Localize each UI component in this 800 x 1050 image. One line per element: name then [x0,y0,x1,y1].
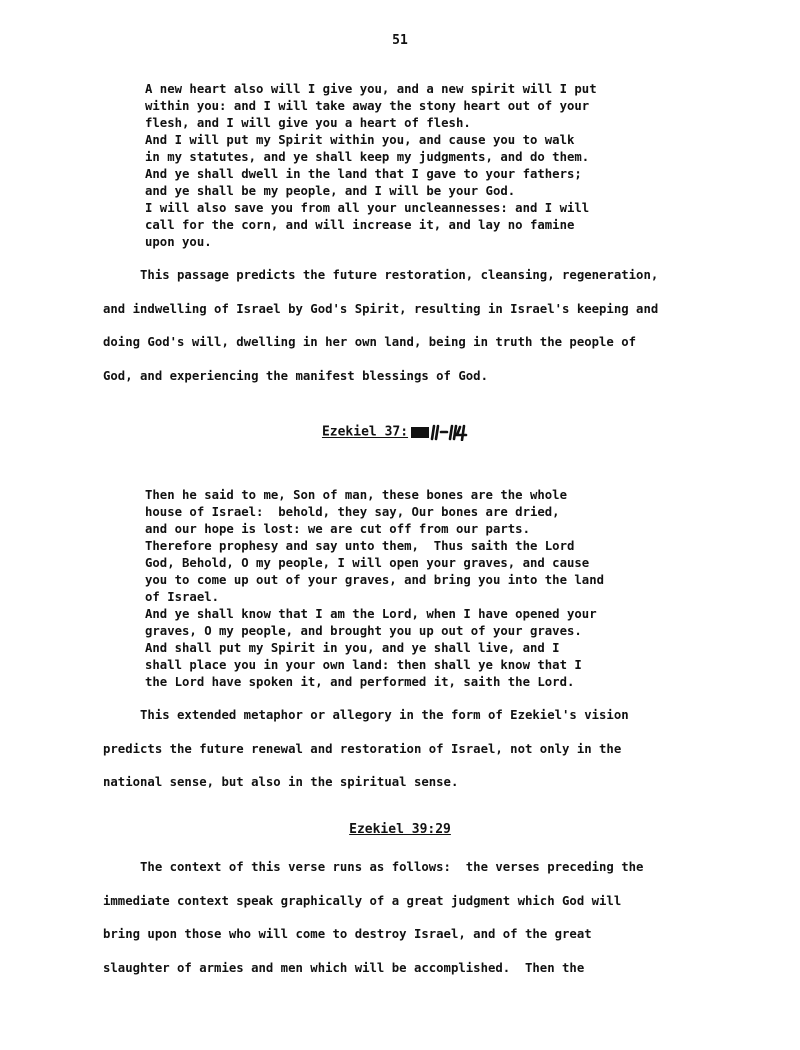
quote-line: in my statutes, and ye shall keep my judgments, and do them. [145,150,590,164]
paragraph-line: immediate context speak graphically of a great judgment which God will [103,893,622,908]
quote-line: within you: and I will take away the stony heart out of your [145,99,590,113]
heading-text: Ezekiel 37: [321,424,409,440]
quote-line: And ye shall know that I am the Lord, when I have opened your [145,607,597,621]
block-quote-ezekiel-36 [145,81,705,251]
paragraph-line: This extended metaphor or allegory in the form of Ezekiel's vision [103,708,629,722]
quote-line: house of Israel: behold, they say, Our bones are dried, [145,505,560,519]
commentary-paragraph-3 [103,860,743,994]
paragraph-line: predicts the future renewal and restoration of Israel, not only in the [103,741,622,756]
quote-line: of Israel. [145,590,220,604]
quote-line: Then he said to me, Son of man, these bones are the whole [145,488,567,502]
heading-text: Ezekiel 39:29 [349,822,451,837]
quote-line: flesh, and I will give you a heart of flesh. [145,116,471,130]
quote-line: God, Behold, O my people, I will open your graves, and cause [145,556,590,570]
quote-line: and our hope is lost: we are cut off from our parts. [145,522,530,536]
handwritten-verse-annotation [410,423,478,441]
quote-line: A new heart also will I give you, and a new spirit will I put [145,82,597,96]
quote-line: and ye shall be my people, and I will be your God. [145,184,516,198]
quote-line: And I will put my Spirit within you, and cause you to walk [145,133,575,147]
paragraph-line: slaughter of armies and men which will be accomplished. Then the [103,960,585,975]
quote-line: Therefore prophesy and say unto them, Thus saith the Lord [145,539,575,553]
quote-line: you to come up out of your graves, and bring you into the land [145,573,605,587]
paragraph-line: The context of this verse runs as follows: the verses preceding the [103,860,644,874]
paragraph-line: bring upon those who will come to destroy Israel, and of the great [103,927,592,941]
paragraph-line: national sense, but also in the spiritual sense. [103,775,459,789]
paragraph-line: God, and experiencing the manifest blessings of God. [103,368,488,383]
quote-line: And ye shall dwell in the land that I gave to your fathers; [145,167,582,181]
section-heading-ezekiel-37 [0,423,800,441]
commentary-paragraph-2 [103,708,743,809]
quote-line: And shall put my Spirit in you, and ye shall live, and I [145,641,560,655]
section-heading-ezekiel-39 [0,822,800,837]
quote-line: shall place you in your own land: then shall ye know that I [145,658,582,672]
quote-line: graves, O my people, and brought you up out of your graves. [145,624,582,638]
paragraph-line: and indwelling of Israel by God's Spirit, resulting in Israel's keeping and [103,301,659,316]
commentary-paragraph-1 [103,268,743,402]
block-quote-ezekiel-37 [145,487,705,691]
paragraph-line: doing God's will, dwelling in her own land, being in truth the people of [103,335,637,349]
page-number: 51 [392,33,408,48]
quote-line: upon you. [145,235,212,249]
quote-line: call for the corn, and will increase it, and lay no famine [145,218,575,232]
paragraph-line: This passage predicts the future restoration, cleansing, regeneration, [103,268,659,282]
quote-line: the Lord have spoken it, and performed it, saith the Lord. [145,675,575,689]
quote-line: I will also save you from all your uncleannesses: and I will [145,201,590,215]
